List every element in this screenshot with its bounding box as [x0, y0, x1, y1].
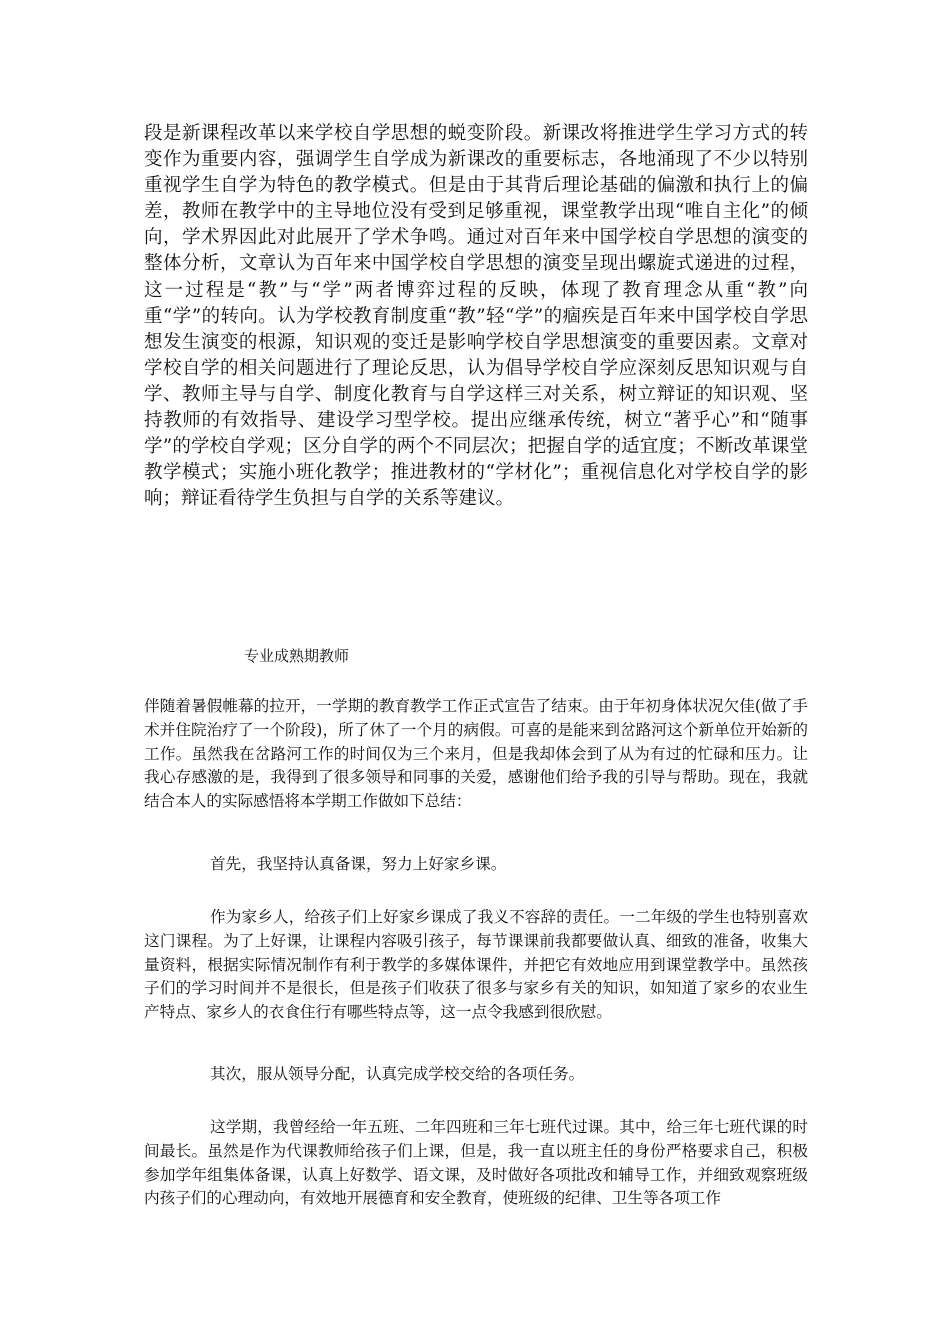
body-paragraph-first-point: 首先，我坚持认真备课，努力上好家乡课。: [210, 855, 507, 873]
body-paragraph-substitute-teaching: 这学期，我曾经给一年五班、二年四班和三年七班代过课。其中，给三年七班代课的时间最长。虽然是作为代课教师给孩子们上课，但是，我一直以班主任的身份严格要求自己，积极参加学年组集体备课，认真上好数学、语文课，及时做好各项批改和辅导工作，并细致观察班级内孩子们的心理动向，有效地开展德育和安全教育，使班级的纪律、卫生等各项工作: [144, 1118, 808, 1208]
body-paragraph-hometown-lessons: 作为家乡人，给孩子们上好家乡课成了我义不容辞的责任。一二年级的学生也特别喜欢这门课程。为了上好课，让课程内容吸引孩子，每节课课前我都要做认真、细致的准备，收集大量资料，根据实际情况制作有利于教学的多媒体课件，并把它有效地应用到课堂教学中。虽然孩子们的学习时间并不是很长，但是孩子们收获了很多与家乡有关的知识，如知道了家乡的农业生产特点、家乡人的衣食住行有哪些特点等，这一点令我感到很欣慰。: [144, 908, 808, 1022]
body-paragraph-second-point: 其次，服从领导分配，认真完成学校交给的各项任务。: [210, 1065, 585, 1083]
abstract-paragraph: 段是新课程改革以来学校自学思想的蜕变阶段。新课改将推进学生学习方式的转变作为重要内容，强调学生自学成为新课改的重要标志，各地涌现了不少以特别重视学生自学为特色的教学模式。但是由于其背后理论基础的偏激和执行上的偏差，教师在教学中的主导地位没有受到足够重视，课堂教学出现“唯自主化”的倾向，学术界因此对此展开了学术争鸣。通过对百年来中国学校自学思想的演变的整体分析，文章认为百年来中国学校自学思想的演变呈现出螺旋式递进的过程，这一过程是“教”与“学”两者博弈过程的反映，体现了教育理念从重“教”向重“学”的转向。认为学校教育制度重“教”轻“学”的痼疾是百年来中国学校自学思想发生演变的根源，知识观的变迁是影响学校自学思想演变的重要因素。文章对学校自学的相关问题进行了理论反思，认为倡导学校自学应深刻反思知识观与自学、教师主导与自学、制度化教育与自学这样三对关系，树立辩证的知识观、坚持教师的有效指导、建设学习型学校。提出应继承传统，树立“著乎心”和“随事学”的学校自学观；区分自学的两个不同层次；把握自学的适宜度；不断改革课堂教学模式；实施小班化教学；推进教材的“学材化”；重视信息化对学校自学的影响；辩证看待学生负担与自学的关系等建议。: [144, 123, 808, 510]
article-title: 专业成熟期教师: [244, 647, 350, 665]
body-paragraph-intro: 伴随着暑假帷幕的拉开，一学期的教育教学工作正式宣告了结束。由于年初身体状况欠佳(做了手术并住院治疗了一个阶段)，所了休了一个月的病假。可喜的是能来到岔路河这个新单位开始新的工作。虽然我在岔路河工作的时间仅为三个来月，但是我却体会到了从为有过的忙碌和压力。让我心存感激的是，我得到了很多领导和同事的关爱，感谢他们给予我的引导与帮助。现在，我就结合本人的实际感悟将本学期工作做如下总结：: [144, 697, 808, 811]
